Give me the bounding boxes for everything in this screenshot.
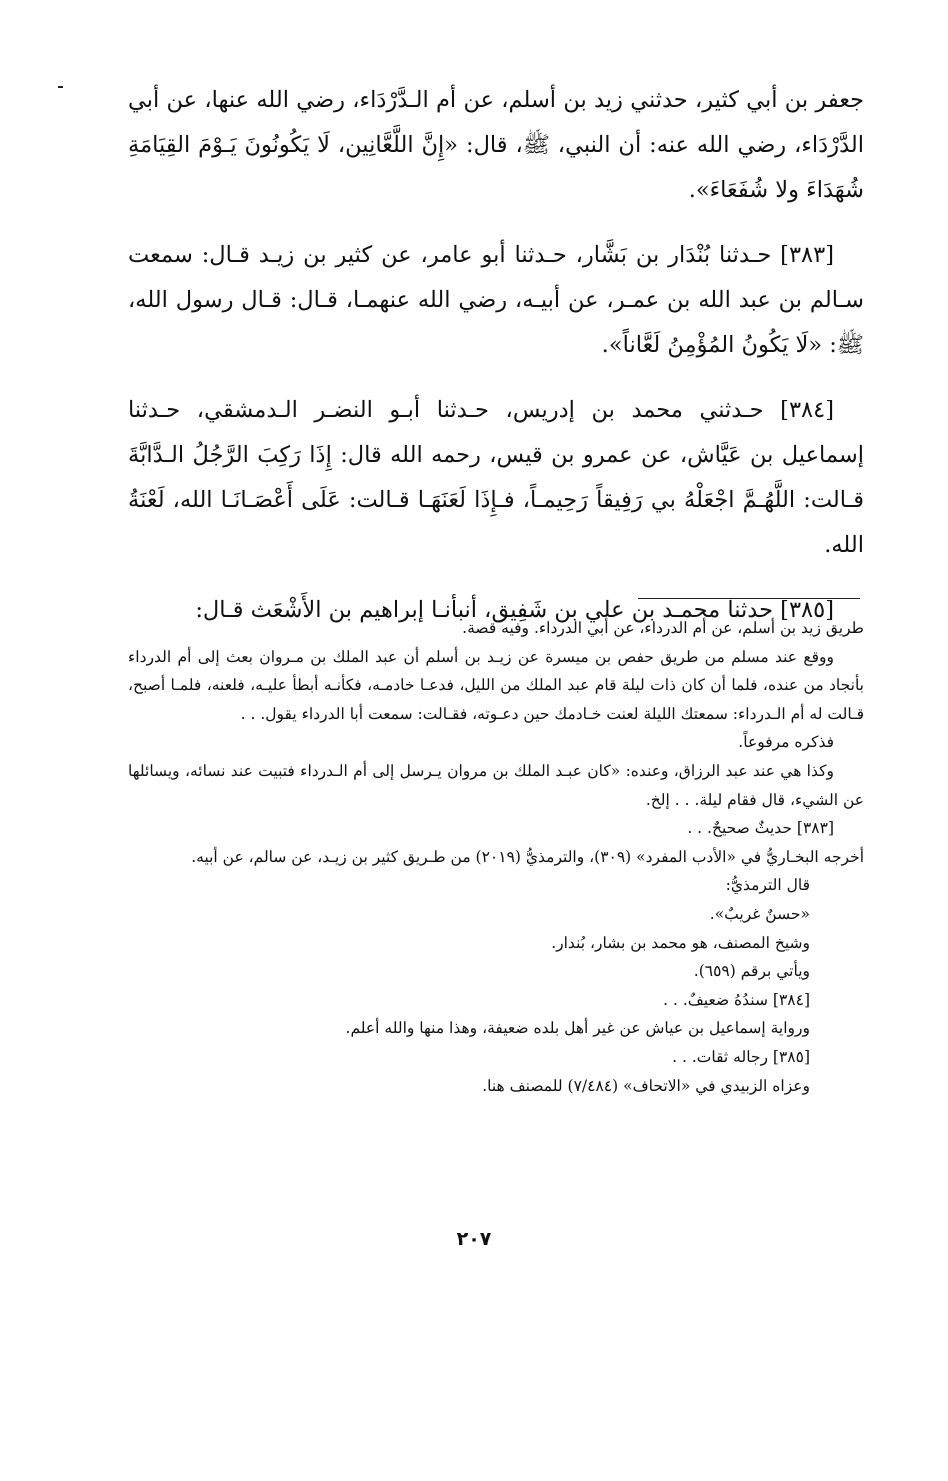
footnotes <box>128 614 864 1100</box>
footnote-line: [٣٨٣] حديثٌ صحيحٌ. . . <box>687 819 834 838</box>
footnote-line: [٣٨٥] رجاله ثقات. . . <box>672 1047 810 1066</box>
main-text <box>128 78 864 653</box>
footnote-line: ورواية إسماعيل بن عياش عن غير أهل بلده ضعيفة، وهذا منها والله أعلم. <box>345 1019 810 1038</box>
footnote-line: ووقع عند مسلم من طريق حفص بن ميسرة عن زيـد بن أسلم أن عبد الملك بن مـروان بعث إلى أم الدرداء بأنجاد من عنده، فلما أن كان ذات ليلة قام عبد الملك من الليل، فدعـا خادمـه، فكأنـه أبطأ عليـه، فلعنه، فلمـا أصبح، قـالت له أم الـدرداء: سمعتك الليلة لعنت خـادمك حين دعـوته، فقـالت: سمعت أبا الدرداء يقول. . . <box>128 647 864 723</box>
main-paragraph: جعفر بن أبي كثير، حدثني زيد بن أسلم، عن أم الـدَّرْدَاء، رضي الله عنها، عن أبي الدَّرْدَاء، رضي الله عنه: أن النبي، ﷺ، قال: «إِنَّ اللَّعَّانِين، لَا يَكُونُونَ يَـوْمَ القِيَامَةِ شُهَدَاءَ ولا شُفَعَاءَ». <box>128 87 864 203</box>
footnote-line: قال الترمذيُّ: <box>725 876 810 895</box>
footnote-line: وعزاه الزبيدي في «الاتحاف» (٧/٤٨٤) للمصنف هنا. <box>482 1076 810 1095</box>
footnote-line: [٣٨٤] سندُهُ ضعيفٌ. . . <box>663 990 810 1009</box>
footnote-line: طريق زيد بن أسلم، عن أم الدرداء، عن أبي الدرداء. وفيه قصة. <box>462 619 864 637</box>
hadith-383: [٣٨٣] حـدثنا بُنْدَار بن بَشَّار، حـدثنا أبو عامر، عن كثير بن زيـد قـال: سمعت سـالم بن عبد الله بن عمـر، عن أبيـه، رضي الله عنهمـا، قـال: قـال رسول الله، ﷺ: «لَا يَكُونُ المُؤْمِنُ لَعَّاناً». <box>128 242 864 358</box>
footnote-line: أخرجه البخـاريُّ في «الأدب المفرد» (٣٠٩)، والترمذيُّ (٢٠١٩) من طـريق كثير بن زيـد، عن سالم، عن أبيه. <box>191 847 864 866</box>
hadith-385: [٣٨٥] حدثنا محمـد بن علي بن شَفِيق، أنبأنـا إبراهيم بن الأَشْعَث قـال: <box>195 597 834 623</box>
footnote-line: ويأتي برقم (٦٥٩). <box>693 962 810 981</box>
footnote-separator <box>638 598 860 599</box>
stray-mark <box>58 86 63 88</box>
footnote-line: فذكره مرفوعاً. <box>738 733 834 752</box>
hadith-384: [٣٨٤] حـدثني محمد بن إدريس، حـدثنا أبـو النضـر الـدمشقي، حـدثنا إسماعيل بن عَيَّاش، عن عمرو بن قيس، رحمه الله قال: إِذَا رَكِبَ الرَّجُلُ الـدَّابَّةَ قـالت: اللَّهُـمَّ اجْعَلْهُ بي رَفِيقاً رَحِيمـاً، فـإِذَا لَعَنَهَـا قـالت: عَلَى أَعْصَـانَـا الله، لَعْنَةُ الله. <box>128 397 864 558</box>
footnote-line: وشيخ المصنف، هو محمد بن بشار، بُندار. <box>551 933 810 952</box>
footnote-line: «حسنٌ غريبٌ». <box>709 904 810 923</box>
page-number: ٢٠٧ <box>456 1228 492 1250</box>
footnote-line: وكذا هي عند عبد الرزاق، وعنده: «كان عبـد الملك بن مروان يـرسل إلى أم الـدرداء فتبيت عند نسائه، ويسائلها عن الشيء، قال فقام ليلة. . . إلخ. <box>128 761 864 809</box>
